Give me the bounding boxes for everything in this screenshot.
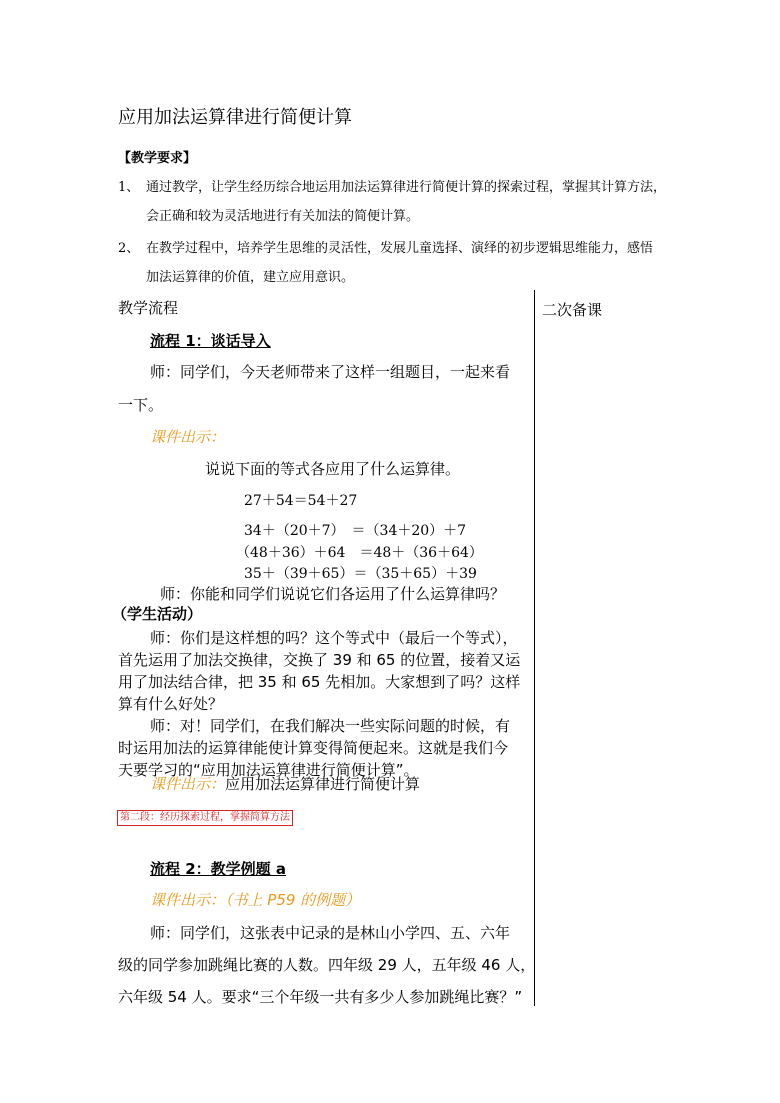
step2-paragraph-line2: 级的同学参加跳绳比赛的人数。四年级 29 人，五年级 46 人，	[118, 956, 536, 974]
step1-paragraph1-line1: 师：同学们，今天老师带来了这样一组题目，一起来看	[150, 363, 511, 381]
student-activity-label: （学生活动）	[112, 605, 203, 623]
equation-1: 27＋54＝54＋27	[244, 493, 358, 509]
step1-paragraph3-line2: 首先运用了加法交换律，交换了 39 和 65 的位置，接着又运	[118, 651, 521, 669]
step2-courseware-label: 课件出示：	[150, 891, 226, 909]
step1-paragraph3-line1: 师：你们是这样想的吗？这个等式中（最后一个等式），	[150, 629, 518, 647]
requirement-2-line1	[118, 237, 653, 256]
step2-title: 流程 2：教学例题 a	[150, 860, 287, 878]
step2-paragraph-line3: 六年级 54 人。要求“三个年级一共有多少人参加跳绳比赛？”	[118, 988, 523, 1006]
requirement-2-line2: 加法运算律的价值，建立应用意识。	[146, 270, 355, 285]
requirements-heading: 【教学要求】	[118, 151, 197, 166]
equation-2: 34＋（20＋7） ＝（34＋20）＋7	[244, 523, 467, 539]
step1-title: 流程 1：谈话导入	[150, 332, 271, 350]
step1-paragraph3-line4: 算有什么好处？	[118, 695, 224, 713]
requirement-1-line1	[118, 176, 666, 195]
page-title: 应用加法运算律进行简便计算	[118, 107, 352, 128]
courseware-label-2: 课件出示：	[150, 775, 226, 793]
step2-courseware-line	[150, 889, 360, 910]
courseware-text-2: 应用加法运算律进行简便计算	[225, 775, 421, 793]
requirement-1-text: 通过教学，让学生经历综合地运用加法运算律进行简便计算的探索过程，掌握其计算方法，	[146, 180, 667, 195]
step1-paragraph3-line3: 用了加法结合律，把 35 和 65 先相加。大家想到了吗？这样	[118, 673, 521, 691]
equation-4: 35＋（39＋65）＝（35＋65）＋39	[244, 566, 477, 582]
stage-note-box: 第二段：经历探索过程，掌握简算方法	[117, 810, 293, 826]
column-divider	[534, 290, 535, 1006]
second-prep-heading: 二次备课	[542, 301, 603, 319]
requirement-2-number: 2、	[118, 241, 140, 256]
requirement-2-text: 在教学过程中，培养学生思维的灵活性，发展儿童选择、演绎的初步逻辑思维能力，感悟	[146, 241, 654, 256]
requirement-1-line2: 会正确和较为灵活地进行有关加法的简便计算。	[146, 209, 420, 224]
equation-3: （48＋36）＋64 ＝48＋（36＋64）	[236, 545, 483, 561]
equation-prompt: 说说下面的等式各应用了什么运算律。	[205, 460, 461, 478]
step1-paragraph4-line3: 天要学习的“应用加法运算律进行简便计算”。	[118, 761, 419, 779]
requirement-1-number: 1、	[118, 180, 140, 195]
step2-paragraph-line1: 师：同学们，这张表中记录的是林山小学四、五、六年	[150, 924, 511, 942]
courseware-label: 课件出示：	[150, 428, 226, 446]
step1-paragraph4-line2: 时运用加法的运算律能使计算变得简便起来。这就是我们今	[118, 739, 509, 757]
step1-paragraph2-line1: 师：你能和同学们说说它们各运用了什么运算律吗？	[160, 585, 506, 603]
courseware-line-2	[150, 773, 420, 794]
step1-paragraph4-line1: 师：对！同学们，在我们解决一些实际问题的时候，有	[150, 717, 511, 735]
step1-paragraph1-line2: 一下。	[118, 396, 164, 414]
flow-heading: 教学流程	[118, 299, 179, 317]
step2-courseware-text: （书上 P59 的例题）	[225, 891, 361, 909]
